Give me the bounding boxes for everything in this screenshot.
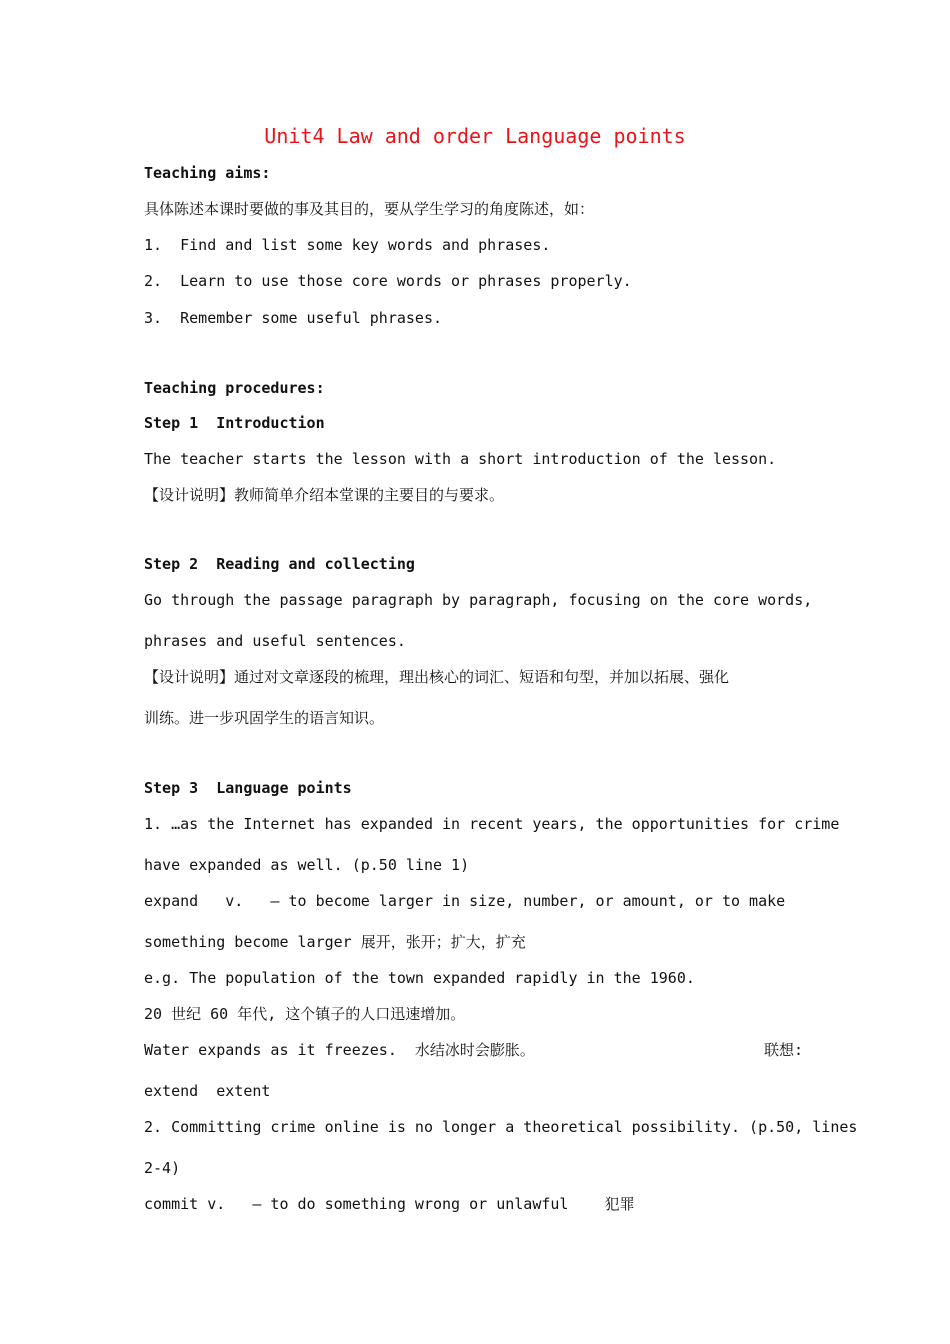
step1-text: The teacher starts the lesson with a short introduction of the lesson.: [144, 450, 777, 468]
step2-note-line2: 训练。进一步巩固学生的语言知识。: [144, 709, 385, 727]
teaching-aim-item-1: 1. Find and list some key words and phrases.: [144, 236, 551, 254]
document-title: Unit4 Law and order Language points: [264, 124, 686, 148]
step2-text-line2: phrases and useful sentences.: [144, 632, 406, 650]
point2-line1: 2. Committing crime online is no longer a theoretical possibility. (p.50, lines: [144, 1118, 858, 1136]
step2-note-line1: 【设计说明】通过对文章逐段的梳理，理出核心的词汇、短语和句型，并加以拓展、强化: [144, 668, 730, 686]
point1-line2: have expanded as well. (p.50 line 1): [144, 856, 470, 874]
commit-definition: commit v. — to do something wrong or unlawful 犯罪: [144, 1195, 635, 1213]
teaching-aims-intro: 具体陈述本课时要做的事及其目的，要从学生学习的角度陈述，如：: [144, 200, 595, 218]
example2: Water expands as it freezes. 水结冰时会膨胀。: [144, 1041, 535, 1059]
expand-definition-line2: something become larger 展开，张开；扩大，扩充: [144, 933, 526, 951]
step2-heading: Step 2 Reading and collecting: [144, 555, 415, 573]
point1-line1: 1. …as the Internet has expanded in recent years, the opportunities for crime: [144, 815, 840, 833]
expand-definition-line1: expand v. — to become larger in size, number, or amount, or to make: [144, 892, 786, 910]
example1-english: e.g. The population of the town expanded rapidly in the 1960.: [144, 969, 695, 987]
teaching-aim-item-2: 2. Learn to use those core words or phrases properly.: [144, 272, 632, 290]
step1-heading: Step 1 Introduction: [144, 414, 325, 432]
step1-note: 【设计说明】教师简单介绍本堂课的主要目的与要求。: [144, 486, 505, 504]
example1-chinese: 20 世纪 60 年代, 这个镇子的人口迅速增加。: [144, 1005, 466, 1023]
point2-line2: 2-4): [144, 1159, 181, 1177]
teaching-procedures-heading: Teaching procedures:: [144, 379, 325, 397]
association-label: 联想:: [764, 1041, 804, 1059]
teaching-aims-heading: Teaching aims:: [144, 164, 271, 182]
step2-text-line1: Go through the passage paragraph by paragraph, focusing on the core words,: [144, 591, 813, 609]
step3-heading: Step 3 Language points: [144, 779, 352, 797]
teaching-aim-item-3: 3. Remember some useful phrases.: [144, 309, 443, 327]
association-words: extend extent: [144, 1082, 271, 1100]
